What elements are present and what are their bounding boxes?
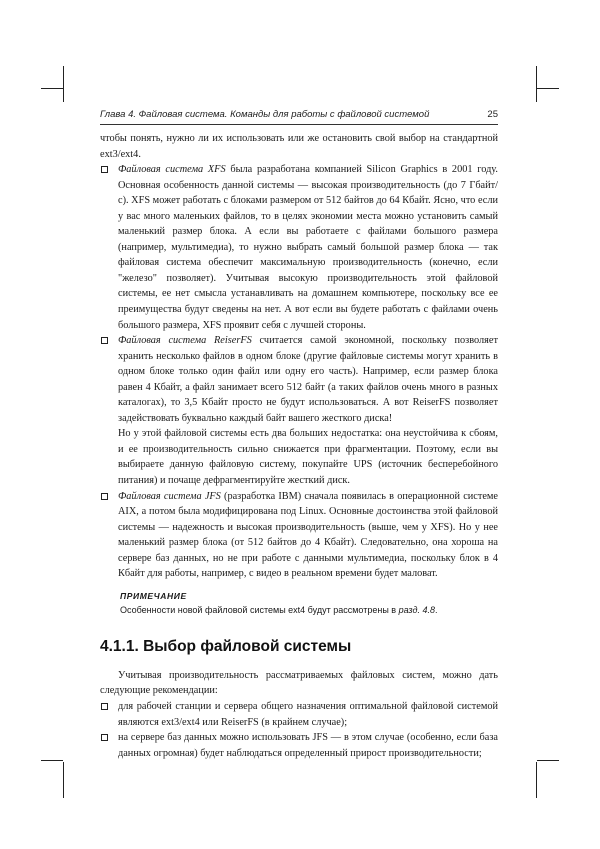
list-item	[100, 162, 498, 333]
note-text: Особенности новой файловой системы ext4 будут рассмотрены в разд. 4.8.	[120, 604, 438, 615]
section-reference: разд. 4.8	[398, 604, 435, 615]
item-text: (разработка IBM) сначала появилась в операционной системе AIX, а потом была модифицирована под Linux. Основные достоинства этой файловой системы — надежность и высокая производительность (выше, чем у XFS). Но у нее маленький размер блока (от 512 байтов до 4 Кбайт). Следовательно, она хороша на сервере баз данных, но не при работе с данными мультимедиа, поскольку блок в 4 Кбайт для работы, например, с видео в реальном времени будет маловат.	[118, 490, 498, 580]
section-heading: 4.1.1. Выбор файловой системы	[100, 637, 352, 655]
list-item	[100, 489, 498, 582]
page-number: 25	[487, 109, 498, 120]
crop-mark	[537, 760, 559, 761]
item-text: считается самой экономной, поскольку позволяет хранить несколько файлов в одном блоке (другие файловые системы могут хранить в одном блоке только один файл или одну его часть). Например, если размер блока равен 4 Кбайт, а файл занимает всего 512 байт (а таких файлов очень много в разных каталогах), то 3,5 Кбайт просто не будут использоваться. А вот ReiserFS позволяет задействовать буквально каждый байт вашего жесткого диска!	[118, 335, 498, 424]
item-text: для рабочей станции и сервера общего назначения оптимальной файловой системой являются ext3/ext4 или ReiserFS (в крайнем случае);	[118, 700, 498, 728]
checkbox-bullet-icon	[101, 703, 108, 710]
chapter-title: Глава 4. Файловая система. Команды для работы с файловой системой	[100, 109, 430, 120]
intro-paragraph: чтобы понять, нужно ли их использовать или же остановить свой выбор на стандартной ext3/ext4.	[100, 133, 498, 160]
crop-mark	[41, 88, 63, 89]
term: Файловая система XFS	[118, 164, 226, 176]
crop-mark	[537, 88, 559, 89]
note-title: ПРИМЕЧАНИЕ	[120, 590, 187, 601]
crop-mark	[63, 762, 64, 798]
list-item	[100, 333, 498, 426]
section-intro: Учитывая производительность рассматриваемых файловых систем, можно дать следующие рекомендации:	[100, 669, 498, 697]
checkbox-bullet-icon	[101, 493, 108, 500]
term: Файловая система ReiserFS	[118, 335, 252, 347]
checkbox-bullet-icon	[101, 166, 108, 173]
term: Файловая система JFS	[118, 490, 221, 502]
checkbox-bullet-icon	[101, 337, 108, 344]
running-header	[100, 109, 498, 123]
crop-mark	[41, 760, 63, 761]
item-continuation: Но у этой файловой системы есть два больших недостатка: она неустойчива к сбоям, и ее производительность сильно снижается при фрагментации. Поэтому, если вы выбираете данную файловую систему, покупайте UPS (источник бесперебойного питания) и почаще дефрагментируйте жесткий диск.	[118, 428, 498, 487]
crop-mark	[63, 66, 64, 102]
list-item	[100, 699, 498, 730]
item-text: на сервере баз данных можно использовать JFS — в этом случае (особенно, если база данных огромная) будет наблюдаться определенный прирост производительности;	[118, 732, 498, 759]
item-text: была разработана компанией Silicon Graphics в 2001 году. Основная особенность данной системы — высокая производительность (до 7 Гбайт/с). XFS может работать с блоками размером от 512 байтов до 64 Кбайт. Ясно, что если у вас много маленьких файлов, то в целях экономии места можно установить самый маленький размер блока. А если вы работаете с файлами большого размера (например, мультимедиа), то нужно выбрать самый большой размер блока — так файловая система обеспечит максимальную производительность (конечно, если "железо" позволяет). Учитывая высокую производительность этой файловой системы, ее нет смысла устанавливать на домашнем компьютере, поскольку все ее преимущества будут сведены на нет. А вот если вы будете работать с файлами очень большого размера, XFS проявит себя с лучшей стороны.	[118, 164, 498, 331]
list-item	[100, 730, 498, 761]
note-block	[100, 589, 498, 617]
checkbox-bullet-icon	[101, 734, 108, 741]
header-rule	[100, 124, 498, 125]
page-body	[100, 131, 498, 761]
crop-mark	[536, 66, 537, 102]
crop-mark	[536, 762, 537, 798]
